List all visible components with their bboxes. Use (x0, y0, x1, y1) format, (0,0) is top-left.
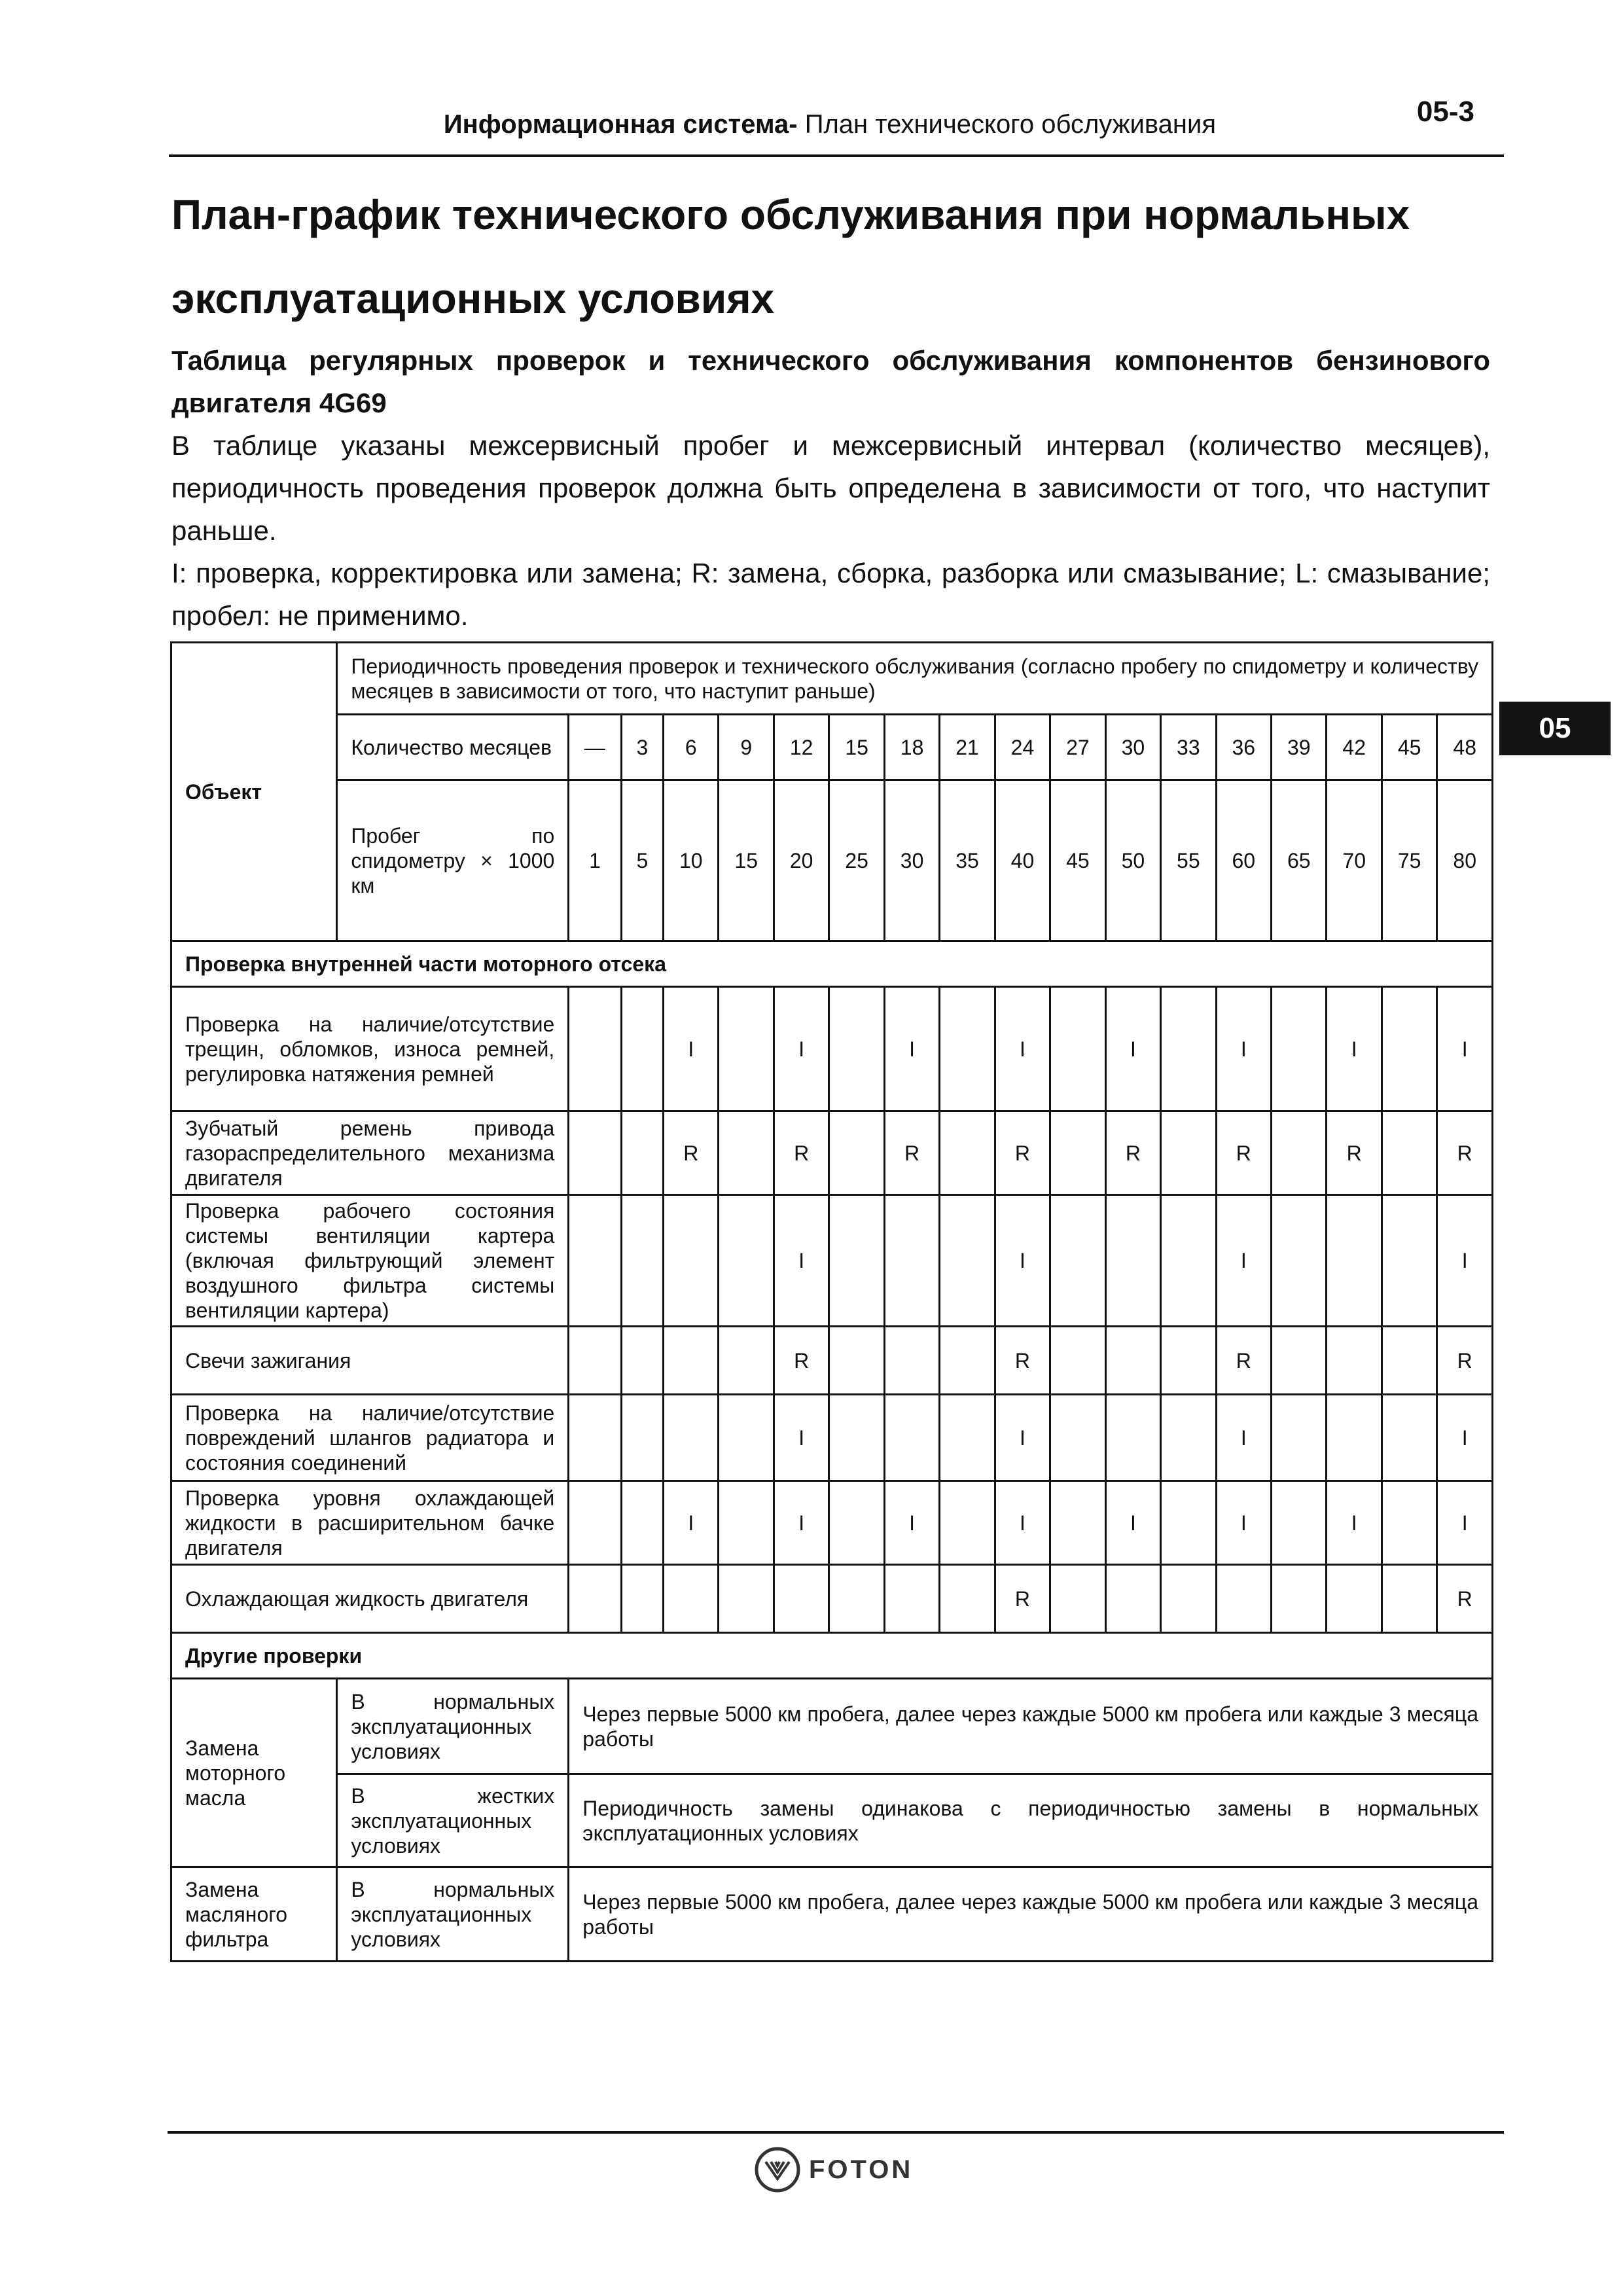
schedule-cell (621, 1481, 663, 1565)
item-label: Зубчатый ремень привода газораспределительного механизма двигателя (171, 1111, 569, 1195)
schedule-cell (884, 1195, 939, 1327)
schedule-cell (829, 1395, 884, 1481)
schedule-cell (1272, 987, 1327, 1111)
schedule-cell (1382, 1481, 1436, 1565)
schedule-cell (1272, 1111, 1327, 1195)
oil-filter-label: Замена масляного фильтра (171, 1867, 337, 1962)
chapter-tab: 05 (1499, 702, 1611, 755)
schedule-cell: I (1327, 1481, 1382, 1565)
schedule-cell (884, 1327, 939, 1395)
table-row (171, 1111, 1493, 1195)
month-cell: 3 (621, 715, 663, 780)
month-cell: 30 (1105, 715, 1160, 780)
schedule-cell (829, 1327, 884, 1395)
schedule-cell: I (664, 1481, 719, 1565)
schedule-cell (1105, 1327, 1160, 1395)
section-engine-bay: Проверка внутренней части моторного отсека (171, 941, 1493, 987)
schedule-cell: I (1437, 1481, 1493, 1565)
schedule-cell (621, 1565, 663, 1633)
schedule-cell (1382, 1327, 1436, 1395)
mileage-cell: 60 (1216, 780, 1271, 941)
schedule-cell: R (995, 1327, 1050, 1395)
schedule-cell: R (1216, 1111, 1271, 1195)
schedule-cell (940, 1481, 995, 1565)
schedule-cell: I (995, 987, 1050, 1111)
month-cell: 36 (1216, 715, 1271, 780)
schedule-cell (621, 1327, 663, 1395)
oil-severe-conditions: В жестких эксплуатационных условиях (337, 1774, 569, 1867)
schedule-cell: I (664, 987, 719, 1111)
schedule-cell: I (1437, 1395, 1493, 1481)
mileage-cell: 55 (1161, 780, 1216, 941)
schedule-cell (1327, 1565, 1382, 1633)
schedule-cell: R (1437, 1111, 1493, 1195)
period-header: Периодичность проведения проверок и технического обслуживания (согласно пробегу по спидометру и количеству месяцев в зависимости от того, что наступит раньше) (337, 643, 1493, 715)
schedule-cell (1050, 987, 1105, 1111)
schedule-cell (664, 1195, 719, 1327)
schedule-cell (621, 1111, 663, 1195)
month-cell: 45 (1382, 715, 1436, 780)
month-cell: 15 (829, 715, 884, 780)
schedule-cell: R (1105, 1111, 1160, 1195)
schedule-cell: R (884, 1111, 939, 1195)
schedule-cell (940, 987, 995, 1111)
schedule-cell (1050, 1481, 1105, 1565)
schedule-cell: I (995, 1195, 1050, 1327)
month-cell: 27 (1050, 715, 1105, 780)
schedule-cell (1050, 1395, 1105, 1481)
mileage-cell: 45 (1050, 780, 1105, 941)
schedule-cell (569, 987, 621, 1111)
mileage-cell: 35 (940, 780, 995, 941)
schedule-cell (569, 1195, 621, 1327)
section-other-checks: Другие проверки (171, 1633, 1493, 1679)
schedule-cell (1105, 1195, 1160, 1327)
schedule-cell: I (1216, 1195, 1271, 1327)
schedule-cell (829, 1481, 884, 1565)
item-label: Свечи зажигания (171, 1327, 569, 1395)
schedule-cell (1327, 1327, 1382, 1395)
schedule-cell (664, 1327, 719, 1395)
item-label: Проверка на наличие/отсутствие повреждений шлангов радиатора и состояния соединений (171, 1395, 569, 1481)
schedule-cell (719, 987, 774, 1111)
item-label: Проверка на наличие/отсутствие трещин, обломков, износа ремней, регулировка натяжения ремней (171, 987, 569, 1111)
schedule-cell (1382, 1395, 1436, 1481)
footer-rule (168, 2131, 1504, 2134)
month-cell: 6 (664, 715, 719, 780)
schedule-cell (1161, 1195, 1216, 1327)
header-rule (169, 154, 1504, 157)
mileage-cell: 70 (1327, 780, 1382, 941)
schedule-cell: R (1216, 1327, 1271, 1395)
schedule-cell (569, 1565, 621, 1633)
schedule-cell: I (1216, 1481, 1271, 1565)
brand-logo (754, 2143, 924, 2197)
table-row (171, 1481, 1493, 1565)
schedule-cell (1272, 1565, 1327, 1633)
schedule-cell: R (664, 1111, 719, 1195)
mileage-label: Пробег по спидометру × 1000 км (337, 780, 569, 941)
mileage-cell: 80 (1437, 780, 1493, 941)
schedule-cell (1272, 1195, 1327, 1327)
schedule-cell (1382, 1195, 1436, 1327)
schedule-cell: I (774, 1195, 829, 1327)
schedule-cell (1161, 1327, 1216, 1395)
month-cell: — (569, 715, 621, 780)
schedule-cell: I (1327, 987, 1382, 1111)
schedule-cell: I (774, 1481, 829, 1565)
schedule-cell: R (774, 1111, 829, 1195)
schedule-cell (719, 1565, 774, 1633)
header-title-regular: План технического обслуживания (797, 110, 1216, 139)
object-header: Объект (171, 643, 337, 941)
table-row (171, 1565, 1493, 1633)
month-cell: 48 (1437, 715, 1493, 780)
mileage-cell: 10 (664, 780, 719, 941)
mileage-cell: 15 (719, 780, 774, 941)
schedule-cell (719, 1395, 774, 1481)
header-title (444, 110, 1216, 139)
month-cell: 9 (719, 715, 774, 780)
schedule-cell (1327, 1395, 1382, 1481)
schedule-cell: I (1437, 1195, 1493, 1327)
mileage-cell: 5 (621, 780, 663, 941)
page-header (169, 96, 1474, 151)
schedule-cell (1382, 987, 1436, 1111)
item-label: Охлаждающая жидкость двигателя (171, 1565, 569, 1633)
oil-filter-interval: Через первые 5000 км пробега, далее через каждые 5000 км пробега или каждые 3 месяца работы (569, 1867, 1493, 1962)
schedule-cell (1161, 987, 1216, 1111)
month-cell: 24 (995, 715, 1050, 780)
header-title-bold: Информационная система- (443, 110, 798, 139)
schedule-cell (1105, 1565, 1160, 1633)
schedule-cell (1050, 1565, 1105, 1633)
table-row (171, 1195, 1493, 1327)
schedule-cell (569, 1111, 621, 1195)
month-cell: 12 (774, 715, 829, 780)
brand-logo-text: FOTON (809, 2155, 914, 2184)
schedule-cell: R (995, 1565, 1050, 1633)
month-cell: 39 (1272, 715, 1327, 780)
schedule-cell (940, 1565, 995, 1633)
month-cell: 21 (940, 715, 995, 780)
schedule-cell: R (1437, 1565, 1493, 1633)
months-label: Количество месяцев (337, 715, 569, 780)
schedule-cell: R (1437, 1327, 1493, 1395)
oil-normal-interval: Через первые 5000 км пробега, далее через каждые 5000 км пробега или каждые 3 месяца работы (569, 1679, 1493, 1774)
schedule-cell: I (995, 1481, 1050, 1565)
schedule-cell (1161, 1565, 1216, 1633)
schedule-cell (719, 1327, 774, 1395)
schedule-cell: I (774, 987, 829, 1111)
schedule-cell: I (884, 1481, 939, 1565)
schedule-cell (664, 1395, 719, 1481)
intro-paragraph: В таблице указаны межсервисный пробег и межсервисный интервал (количество месяцев), периодичность проведения проверок должна быть определена в зависимости от того, что наступит раньше. (171, 430, 1490, 546)
schedule-cell (569, 1327, 621, 1395)
mileage-cell: 30 (884, 780, 939, 941)
schedule-cell: I (1216, 987, 1271, 1111)
mileage-cell: 20 (774, 780, 829, 941)
schedule-cell (1327, 1195, 1382, 1327)
schedule-cell (940, 1195, 995, 1327)
schedule-cell (774, 1565, 829, 1633)
schedule-cell (1382, 1111, 1436, 1195)
schedule-cell (1216, 1565, 1271, 1633)
schedule-cell: R (774, 1327, 829, 1395)
schedule-cell: I (1105, 1481, 1160, 1565)
schedule-cell (664, 1565, 719, 1633)
maintenance-table (170, 641, 1493, 1962)
schedule-cell: R (995, 1111, 1050, 1195)
schedule-cell (884, 1565, 939, 1633)
schedule-cell (621, 1195, 663, 1327)
schedule-cell (1382, 1565, 1436, 1633)
schedule-cell: I (1216, 1395, 1271, 1481)
table-subtitle: Таблица регулярных проверок и технического обслуживания компонентов бензинового двигателя 4G69 (171, 345, 1490, 418)
oil-filter-conditions: В нормальных эксплуатационных условиях (337, 1867, 569, 1962)
month-cell: 42 (1327, 715, 1382, 780)
schedule-cell (719, 1111, 774, 1195)
legend-paragraph: I: проверка, корректировка или замена; R: замена, сборка, разборка или смазывание; L: смазывание; пробел: не применимо. (171, 558, 1490, 631)
mileage-cell: 1 (569, 780, 621, 941)
schedule-cell (1161, 1111, 1216, 1195)
schedule-cell (1161, 1395, 1216, 1481)
oil-normal-conditions: В нормальных эксплуатационных условиях (337, 1679, 569, 1774)
mileage-cell: 40 (995, 780, 1050, 941)
item-label: Проверка рабочего состояния системы вентиляции картера (включая фильтрующий элемент воздушного фильтра системы вентиляции картера) (171, 1195, 569, 1327)
oil-severe-interval: Периодичность замены одинакова с периодичностью замены в нормальных эксплуатационных условиях (569, 1774, 1493, 1867)
page-title-line2: эксплуатационных условиях (171, 275, 775, 322)
mileage-cell: 75 (1382, 780, 1436, 941)
schedule-cell (1161, 1481, 1216, 1565)
schedule-cell: I (1105, 987, 1160, 1111)
schedule-cell: I (995, 1395, 1050, 1481)
month-cell: 18 (884, 715, 939, 780)
schedule-cell (621, 1395, 663, 1481)
foton-emblem-icon (754, 2146, 801, 2193)
month-cell: 33 (1161, 715, 1216, 780)
schedule-cell (829, 987, 884, 1111)
schedule-cell (884, 1395, 939, 1481)
schedule-cell (829, 1565, 884, 1633)
oil-change-label: Замена моторного масла (171, 1679, 337, 1867)
schedule-cell (940, 1111, 995, 1195)
schedule-cell (569, 1481, 621, 1565)
table-row (171, 987, 1493, 1111)
schedule-cell (1272, 1327, 1327, 1395)
schedule-cell (1105, 1395, 1160, 1481)
schedule-cell (829, 1111, 884, 1195)
schedule-cell (621, 987, 663, 1111)
schedule-cell: I (884, 987, 939, 1111)
schedule-cell: R (1327, 1111, 1382, 1195)
schedule-cell (940, 1327, 995, 1395)
schedule-cell (1050, 1111, 1105, 1195)
schedule-cell (719, 1195, 774, 1327)
schedule-cell: I (1437, 987, 1493, 1111)
schedule-cell (1272, 1481, 1327, 1565)
mileage-cell: 65 (1272, 780, 1327, 941)
schedule-cell (829, 1195, 884, 1327)
mileage-cell: 25 (829, 780, 884, 941)
schedule-cell (940, 1395, 995, 1481)
table-row (171, 1395, 1493, 1481)
schedule-cell: I (774, 1395, 829, 1481)
item-label: Проверка уровня охлаждающей жидкости в расширительном бачке двигателя (171, 1481, 569, 1565)
schedule-cell (1272, 1395, 1327, 1481)
schedule-cell (719, 1481, 774, 1565)
schedule-cell (1050, 1195, 1105, 1327)
page-number: 05-3 (1416, 96, 1474, 128)
schedule-cell (1050, 1327, 1105, 1395)
schedule-cell (569, 1395, 621, 1481)
page-title-line1: План-график технического обслуживания при нормальных (171, 191, 1410, 238)
mileage-cell: 50 (1105, 780, 1160, 941)
table-row (171, 1327, 1493, 1395)
